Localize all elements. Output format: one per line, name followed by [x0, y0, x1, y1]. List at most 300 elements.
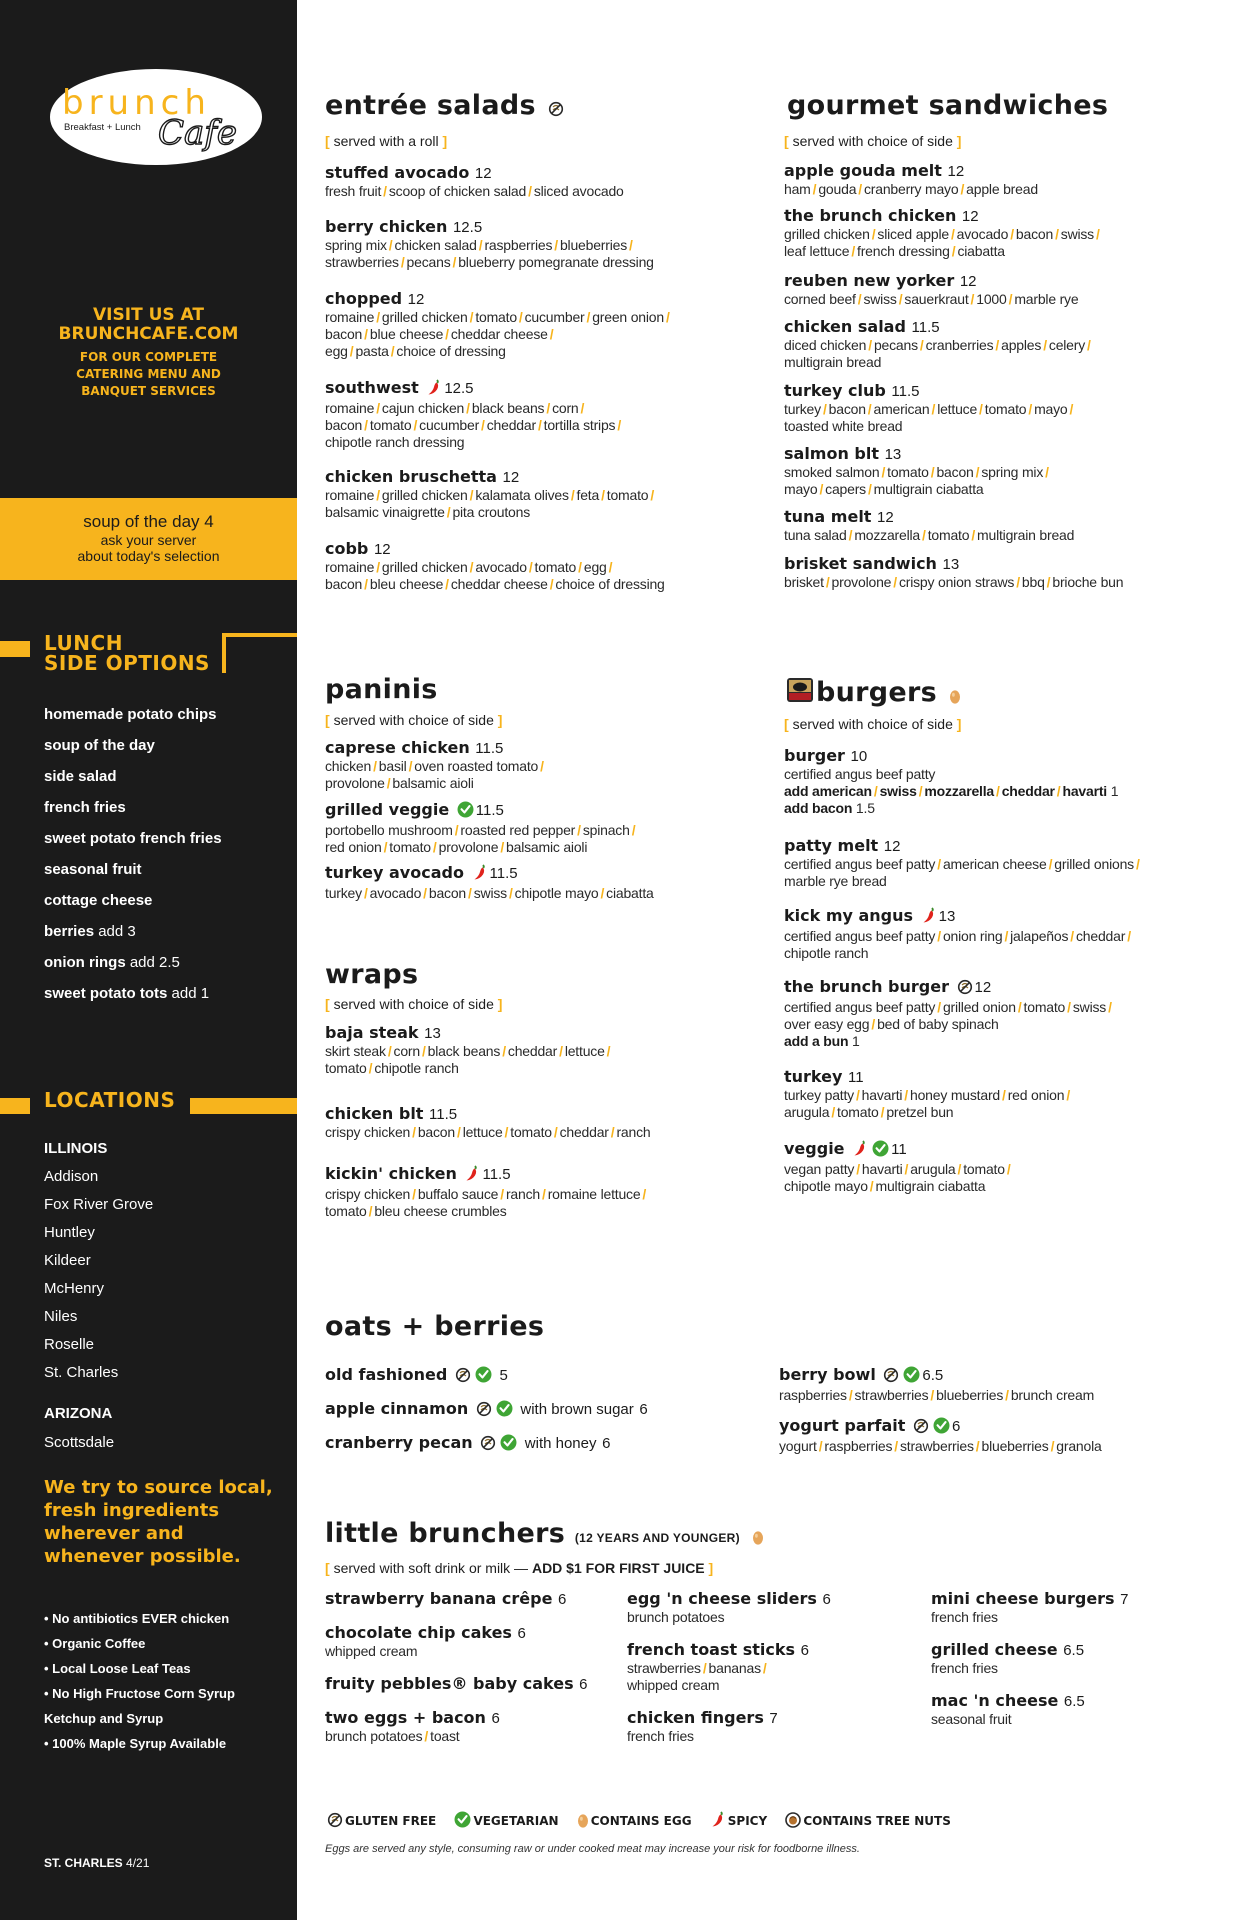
separator: /: [665, 309, 670, 325]
ingredient: mayo: [784, 481, 818, 497]
ingredient: pita croutons: [452, 504, 530, 520]
separator: /: [1135, 856, 1140, 872]
ingredient: havarti: [861, 1161, 903, 1177]
ingredient: strawberries: [325, 254, 399, 270]
menu-item: [325, 1104, 745, 1141]
ingredient: pretzel bun: [886, 1104, 954, 1120]
ingredient: fresh fruit: [325, 183, 382, 199]
side-option-name: onion rings: [44, 954, 126, 971]
ingredient: havarti: [861, 1087, 903, 1103]
menu-item: [784, 317, 1204, 371]
separator: /: [904, 1087, 908, 1103]
location-city[interactable]: St. Charles: [44, 1364, 119, 1381]
menu-item: [325, 1433, 725, 1455]
gluten-free-icon: [455, 1367, 471, 1387]
side-option-name: sweet potato tots: [44, 985, 168, 1002]
soup-name: soup of the day: [83, 512, 200, 531]
item-price: 6: [579, 1676, 588, 1693]
item-name-line: [784, 317, 1204, 337]
ingredient: leaf lettuce: [784, 243, 850, 259]
addon-price: 1: [1110, 783, 1119, 799]
ingredient: pecans: [406, 254, 451, 270]
ingredient: chipotle ranch: [374, 1060, 459, 1076]
ingredient: spring mix: [981, 464, 1044, 480]
ingredient: bacon: [1015, 226, 1054, 242]
item-description-line: [784, 481, 1204, 498]
ingredient: cheddar: [1075, 928, 1126, 944]
item-name: the brunch burger: [784, 977, 949, 996]
ingredient: certified angus beef patty: [784, 928, 936, 944]
contains-egg-icon: [577, 1812, 589, 1831]
item-price: 6: [517, 1625, 526, 1642]
ingredient: sliced avocado: [533, 183, 624, 199]
ingredient: blueberries: [981, 1438, 1049, 1454]
separator: /: [364, 576, 368, 592]
ingredient: chipotle mayo: [784, 1178, 868, 1194]
ingredient: arugula: [910, 1161, 956, 1177]
item-price: 11.5: [489, 865, 518, 882]
item-price: 12.5: [444, 380, 474, 397]
ingredient: bacon: [325, 417, 363, 433]
addon: add bacon: [784, 800, 853, 816]
item-price: 12: [502, 469, 520, 486]
item-name-line: [784, 836, 1204, 856]
separator: /: [542, 1186, 546, 1202]
vegetarian-icon: [933, 1417, 950, 1438]
separator: /: [1050, 1438, 1055, 1454]
side-option: [44, 737, 155, 754]
spicy-pepper-icon: [472, 863, 488, 885]
side-option-name: french fries: [44, 799, 126, 816]
item-name: french toast sticks: [627, 1640, 796, 1659]
item-description-line: [779, 1387, 1199, 1404]
location-city[interactable]: Fox River Grove: [44, 1196, 154, 1213]
ingredient: skirt steak: [325, 1043, 386, 1059]
ingredient: cranberry mayo: [863, 181, 959, 197]
item-description-line: [325, 400, 745, 417]
item-name: yogurt parfait: [779, 1416, 906, 1435]
contains-egg-icon: [752, 1521, 764, 1552]
item-name: chicken fingers: [627, 1708, 764, 1727]
menu-item: [779, 1416, 1199, 1455]
menu-item: [784, 507, 1204, 544]
ingredient: sliced apple: [877, 226, 949, 242]
item-name: two eggs + bacon: [325, 1708, 486, 1727]
separator: /: [995, 337, 1000, 353]
item-description-line: [325, 237, 745, 254]
item-price: 6.5: [1063, 1693, 1085, 1710]
paninis-served-note: [ served with choice of side ]: [325, 712, 503, 728]
ingredient: ranch: [616, 1124, 651, 1140]
separator: /: [553, 1124, 558, 1140]
ingredient: american cheese: [942, 856, 1047, 872]
separator: /: [1087, 337, 1091, 353]
ingredient: smoked salmon: [784, 464, 880, 480]
gluten-free-icon: [548, 93, 564, 124]
separator: /: [549, 326, 554, 342]
separator: /: [570, 487, 575, 503]
separator: /: [975, 1438, 980, 1454]
separator: /: [373, 758, 377, 774]
separator: /: [546, 400, 551, 416]
item-name-line: [325, 1164, 745, 1186]
ingredient: brioche bun: [1052, 574, 1124, 590]
foodborne-disclaimer: Eggs are served any style, consuming raw or under cooked meat may increase your risk for foodborne illness.: [325, 1843, 860, 1855]
logo-wordmark: brunch: [62, 83, 211, 123]
vegetarian-icon: [496, 1400, 513, 1421]
separator: /: [812, 181, 817, 197]
separator: /: [1006, 1161, 1011, 1177]
menu-item: [325, 1399, 725, 1421]
ingredient: brunch potatoes: [627, 1609, 725, 1625]
side-option: [44, 799, 126, 816]
item-description-line: [325, 885, 745, 902]
separator: /: [1127, 928, 1131, 944]
item-description-line: [627, 1609, 917, 1626]
menu-item: [325, 539, 745, 593]
gluten-free-icon: [957, 979, 973, 999]
item-name: berry bowl: [779, 1365, 876, 1384]
separator: /: [996, 783, 1000, 799]
menu-item: [325, 1623, 615, 1660]
contains-egg-icon: [949, 680, 961, 711]
separator: /: [1028, 401, 1033, 417]
ingredient: raspberries: [824, 1438, 893, 1454]
bullet-text: Organic Coffee: [52, 1636, 146, 1651]
item-name-line: [325, 1623, 615, 1643]
ingredient: mozzarella: [854, 527, 921, 543]
item-name: tuna melt: [784, 507, 872, 526]
item-name: brisket sandwich: [784, 554, 937, 573]
separator: /: [822, 401, 827, 417]
separator: /: [868, 337, 872, 353]
menu-item: [627, 1640, 917, 1694]
separator: /: [387, 1043, 392, 1059]
separator: /: [606, 1043, 611, 1059]
lunch-side-options-heading: [0, 633, 297, 677]
menu-item: [325, 738, 745, 792]
separator: /: [1067, 999, 1071, 1015]
ingredient: cajun chicken: [381, 400, 465, 416]
item-name-line: [784, 977, 1204, 999]
gluten-free-icon: [480, 1435, 496, 1455]
item-price: 12: [474, 165, 492, 182]
ingredient: yogurt: [779, 1438, 817, 1454]
ingredient: cheddar: [559, 1124, 609, 1140]
ingredient: certified angus beef patty: [784, 999, 936, 1015]
ingredient: cheddar cheese: [450, 326, 548, 342]
separator: /: [848, 527, 853, 543]
separator: /: [898, 291, 903, 307]
location-city[interactable]: McHenry: [44, 1280, 105, 1297]
menu-item: [784, 836, 1204, 890]
quality-bullet: [44, 1661, 191, 1676]
ingredient: swiss: [1072, 999, 1107, 1015]
ingredient: american: [873, 401, 930, 417]
certified-angus-beef-icon: [786, 676, 814, 711]
item-note: with brown sugar: [520, 1401, 634, 1418]
item-name: kick my angus: [784, 906, 914, 925]
ingredient: bacon: [828, 401, 866, 417]
separator: /: [971, 527, 976, 543]
separator: /: [642, 1186, 647, 1202]
item-price: 6: [951, 1418, 961, 1435]
ingredient: tomato: [510, 1124, 552, 1140]
separator: /: [937, 856, 941, 872]
ingredient: lettuce: [564, 1043, 605, 1059]
ingredient: certified angus beef patty: [784, 766, 936, 782]
ingredient: feta: [576, 487, 600, 503]
ingredient: provolone: [438, 839, 499, 855]
heading-bar-left: [0, 641, 30, 657]
ingredient: bacon: [428, 885, 467, 901]
ingredient: tomato: [984, 401, 1027, 417]
item-description-line: [784, 226, 1204, 243]
item-name-line: [784, 1139, 1204, 1161]
side-option-name: sweet potato french fries: [44, 830, 222, 847]
lunch-title-2: SIDE OPTIONS: [44, 651, 210, 675]
ingredient: chipotle mayo: [514, 885, 599, 901]
ingredient: sauerkraut: [904, 291, 969, 307]
separator: /: [702, 1660, 707, 1676]
bullet-dot: •: [44, 1611, 53, 1626]
ingredient: toasted white bread: [784, 418, 903, 434]
ingredient: tomato: [606, 487, 649, 503]
ingredient: grilled chicken: [381, 309, 468, 325]
ingredient: grilled chicken: [381, 487, 468, 503]
location-city[interactable]: Kildeer: [44, 1252, 91, 1269]
item-price: 6: [558, 1591, 567, 1608]
section-title-wraps: wraps: [325, 959, 419, 990]
item-description-line: [325, 1043, 745, 1060]
heading-bar-right: [190, 1098, 297, 1114]
item-name-line: [325, 1589, 615, 1609]
item-price: 5: [499, 1367, 508, 1384]
separator: /: [880, 1104, 885, 1120]
ingredient: marble rye: [1014, 291, 1079, 307]
ingredient: swiss: [473, 885, 507, 901]
ingredient: diced chicken: [784, 337, 867, 353]
separator: /: [848, 1387, 853, 1403]
item-name-line: [325, 1365, 725, 1387]
separator: /: [390, 343, 395, 359]
ingredient: spring mix: [325, 237, 387, 253]
ingredient: swiss: [1060, 226, 1094, 242]
ingredient: jalapeños: [1010, 928, 1069, 944]
separator: /: [1066, 1087, 1071, 1103]
location-city[interactable]: Addison: [44, 1168, 99, 1185]
spicy-pepper-icon: [426, 378, 442, 400]
addon-option: havarti: [1062, 783, 1107, 799]
item-name-line: [325, 467, 745, 487]
item-name: chocolate chip cakes: [325, 1623, 512, 1642]
item-name-line: [325, 539, 745, 559]
section-title-burgers: burgers: [784, 676, 963, 711]
separator: /: [979, 401, 983, 417]
ingredient: vegan patty: [784, 1161, 855, 1177]
item-name: patty melt: [784, 836, 879, 855]
item-description-line: [627, 1728, 917, 1745]
ingredient: bbq: [1021, 574, 1045, 590]
menu-item: [325, 863, 745, 902]
item-description-line: [784, 766, 1204, 783]
location-city[interactable]: Roselle: [44, 1336, 95, 1353]
addon-price: 1.5: [855, 800, 875, 816]
item-name: mini cheese burgers: [931, 1589, 1115, 1608]
ingredient: tuna salad: [784, 527, 847, 543]
separator: /: [951, 243, 956, 259]
wraps-served-note: [ served with choice of side ]: [325, 996, 503, 1012]
ingredient: chicken: [325, 758, 372, 774]
separator: /: [631, 822, 636, 838]
ingredient: cucumber: [524, 309, 585, 325]
menu-item: [931, 1589, 1221, 1626]
spicy-pepper-icon: [852, 1139, 868, 1161]
item-description-line: [627, 1677, 917, 1694]
menu-item: [325, 1708, 615, 1745]
location-scottsdale[interactable]: Scottsdale: [44, 1434, 115, 1451]
item-price: 6.5: [922, 1367, 944, 1384]
item-description-line: [325, 254, 745, 271]
separator: /: [867, 481, 872, 497]
state-arizona: ARIZONA: [44, 1405, 113, 1422]
ingredient: 1000: [976, 291, 1007, 307]
separator: /: [508, 885, 513, 901]
menu-item: [325, 1164, 745, 1220]
separator: /: [975, 464, 980, 480]
ingredient: over easy egg: [784, 1016, 870, 1032]
side-option-surcharge: add 2.5: [129, 954, 180, 971]
separator: /: [469, 487, 474, 503]
item-name-line: [784, 381, 1204, 401]
vegetarian-icon: [454, 1811, 471, 1831]
sidebar: [0, 0, 297, 1920]
ingredient: multigrain ciabatta: [873, 481, 984, 497]
legend-spicy: SPICY: [708, 1814, 767, 1828]
separator: /: [851, 243, 856, 259]
menu-item: [325, 1023, 745, 1077]
addon: add american: [784, 783, 872, 799]
ingredient: brisket: [784, 574, 824, 590]
separator: /: [537, 417, 542, 433]
separator: /: [376, 487, 380, 503]
item-name-line: [627, 1708, 917, 1728]
separator: /: [528, 183, 532, 199]
location-city[interactable]: Huntley: [44, 1224, 95, 1241]
item-name-line: [325, 1399, 725, 1421]
item-name: chicken bruschetta: [325, 467, 497, 486]
ingredient: ranch: [505, 1186, 540, 1202]
item-description-line: [325, 1728, 615, 1745]
separator: /: [349, 343, 354, 359]
menu-item: [784, 206, 1204, 260]
item-price: 10: [850, 748, 868, 765]
separator: /: [904, 1161, 909, 1177]
separator: /: [500, 839, 505, 855]
ingredient: whipped cream: [325, 1643, 418, 1659]
menu-item: [325, 163, 745, 200]
item-name: the brunch chicken: [784, 206, 957, 225]
item-name-line: [784, 206, 1204, 226]
visit-website-link[interactable]: BRUNCHCAFE.COM: [58, 324, 239, 344]
ingredient: ciabatta: [957, 243, 1005, 259]
side-option: [44, 985, 209, 1002]
menu-item: [779, 1365, 1199, 1404]
separator: /: [469, 309, 474, 325]
item-name-line: [931, 1691, 1221, 1711]
ingredient: marble rye bread: [784, 873, 887, 889]
item-name-line: [784, 1067, 1204, 1087]
bullet-dot: •: [44, 1636, 53, 1651]
item-price: 11.5: [475, 740, 504, 757]
separator: /: [518, 309, 523, 325]
item-description-line: [325, 775, 745, 792]
ingredient: cheddar cheese: [450, 576, 548, 592]
separator: /: [445, 326, 449, 342]
side-option: [44, 923, 136, 940]
legend-gluten-free: GLUTEN FREE: [325, 1814, 436, 1828]
ingredient: crispy chicken: [325, 1124, 411, 1140]
side-option-name: homemade potato chips: [44, 706, 217, 723]
separator: /: [481, 417, 485, 433]
ingredient: crispy chicken: [325, 1186, 411, 1202]
item-price: 11.5: [429, 1106, 458, 1123]
item-name-line: [784, 271, 1204, 291]
separator: /: [867, 401, 872, 417]
ingredient: oven roasted tomato: [414, 758, 539, 774]
item-name: reuben new yorker: [784, 271, 955, 290]
item-price: 12: [877, 509, 894, 526]
item-name-line: [931, 1640, 1221, 1660]
ingredient: black beans: [427, 1043, 501, 1059]
ingredient: chipotle ranch dressing: [325, 434, 465, 450]
ingredient: cheddar: [507, 1043, 558, 1059]
locations-title: LOCATIONS: [44, 1088, 176, 1112]
separator: /: [601, 487, 605, 503]
ingredient: egg: [325, 343, 348, 359]
item-description-line: [325, 183, 745, 200]
ingredient: arugula: [784, 1104, 830, 1120]
ingredient: multigrain bread: [977, 527, 1075, 543]
ingredient: bacon: [325, 326, 363, 342]
separator: /: [856, 1161, 860, 1177]
separator: /: [919, 337, 924, 353]
location-city[interactable]: Niles: [44, 1308, 78, 1325]
ingredient: strawberries: [854, 1387, 929, 1403]
ingredient: corn: [552, 400, 579, 416]
gluten-free-icon: [327, 1812, 343, 1831]
side-option: [44, 706, 217, 723]
ingredient: romaine lettuce: [547, 1186, 641, 1202]
ingredient: mayo: [1034, 401, 1068, 417]
menu-item: [325, 1674, 615, 1694]
ingredient: turkey patty: [784, 1087, 854, 1103]
soup-line: [0, 512, 297, 532]
item-name-line: [325, 738, 745, 758]
side-option: [44, 830, 222, 847]
legend-vegetarian: VEGETARIAN: [452, 1814, 558, 1828]
item-price: 13: [938, 908, 956, 925]
item-name: mac 'n cheese: [931, 1691, 1059, 1710]
separator: /: [857, 291, 862, 307]
ingredient: basil: [378, 758, 407, 774]
bullet-dot: •: [44, 1686, 53, 1701]
item-description-line: [784, 401, 1204, 418]
separator: /: [1005, 1387, 1009, 1403]
separator: /: [445, 576, 449, 592]
item-description-line: [784, 1087, 1204, 1104]
separator: /: [364, 417, 368, 433]
